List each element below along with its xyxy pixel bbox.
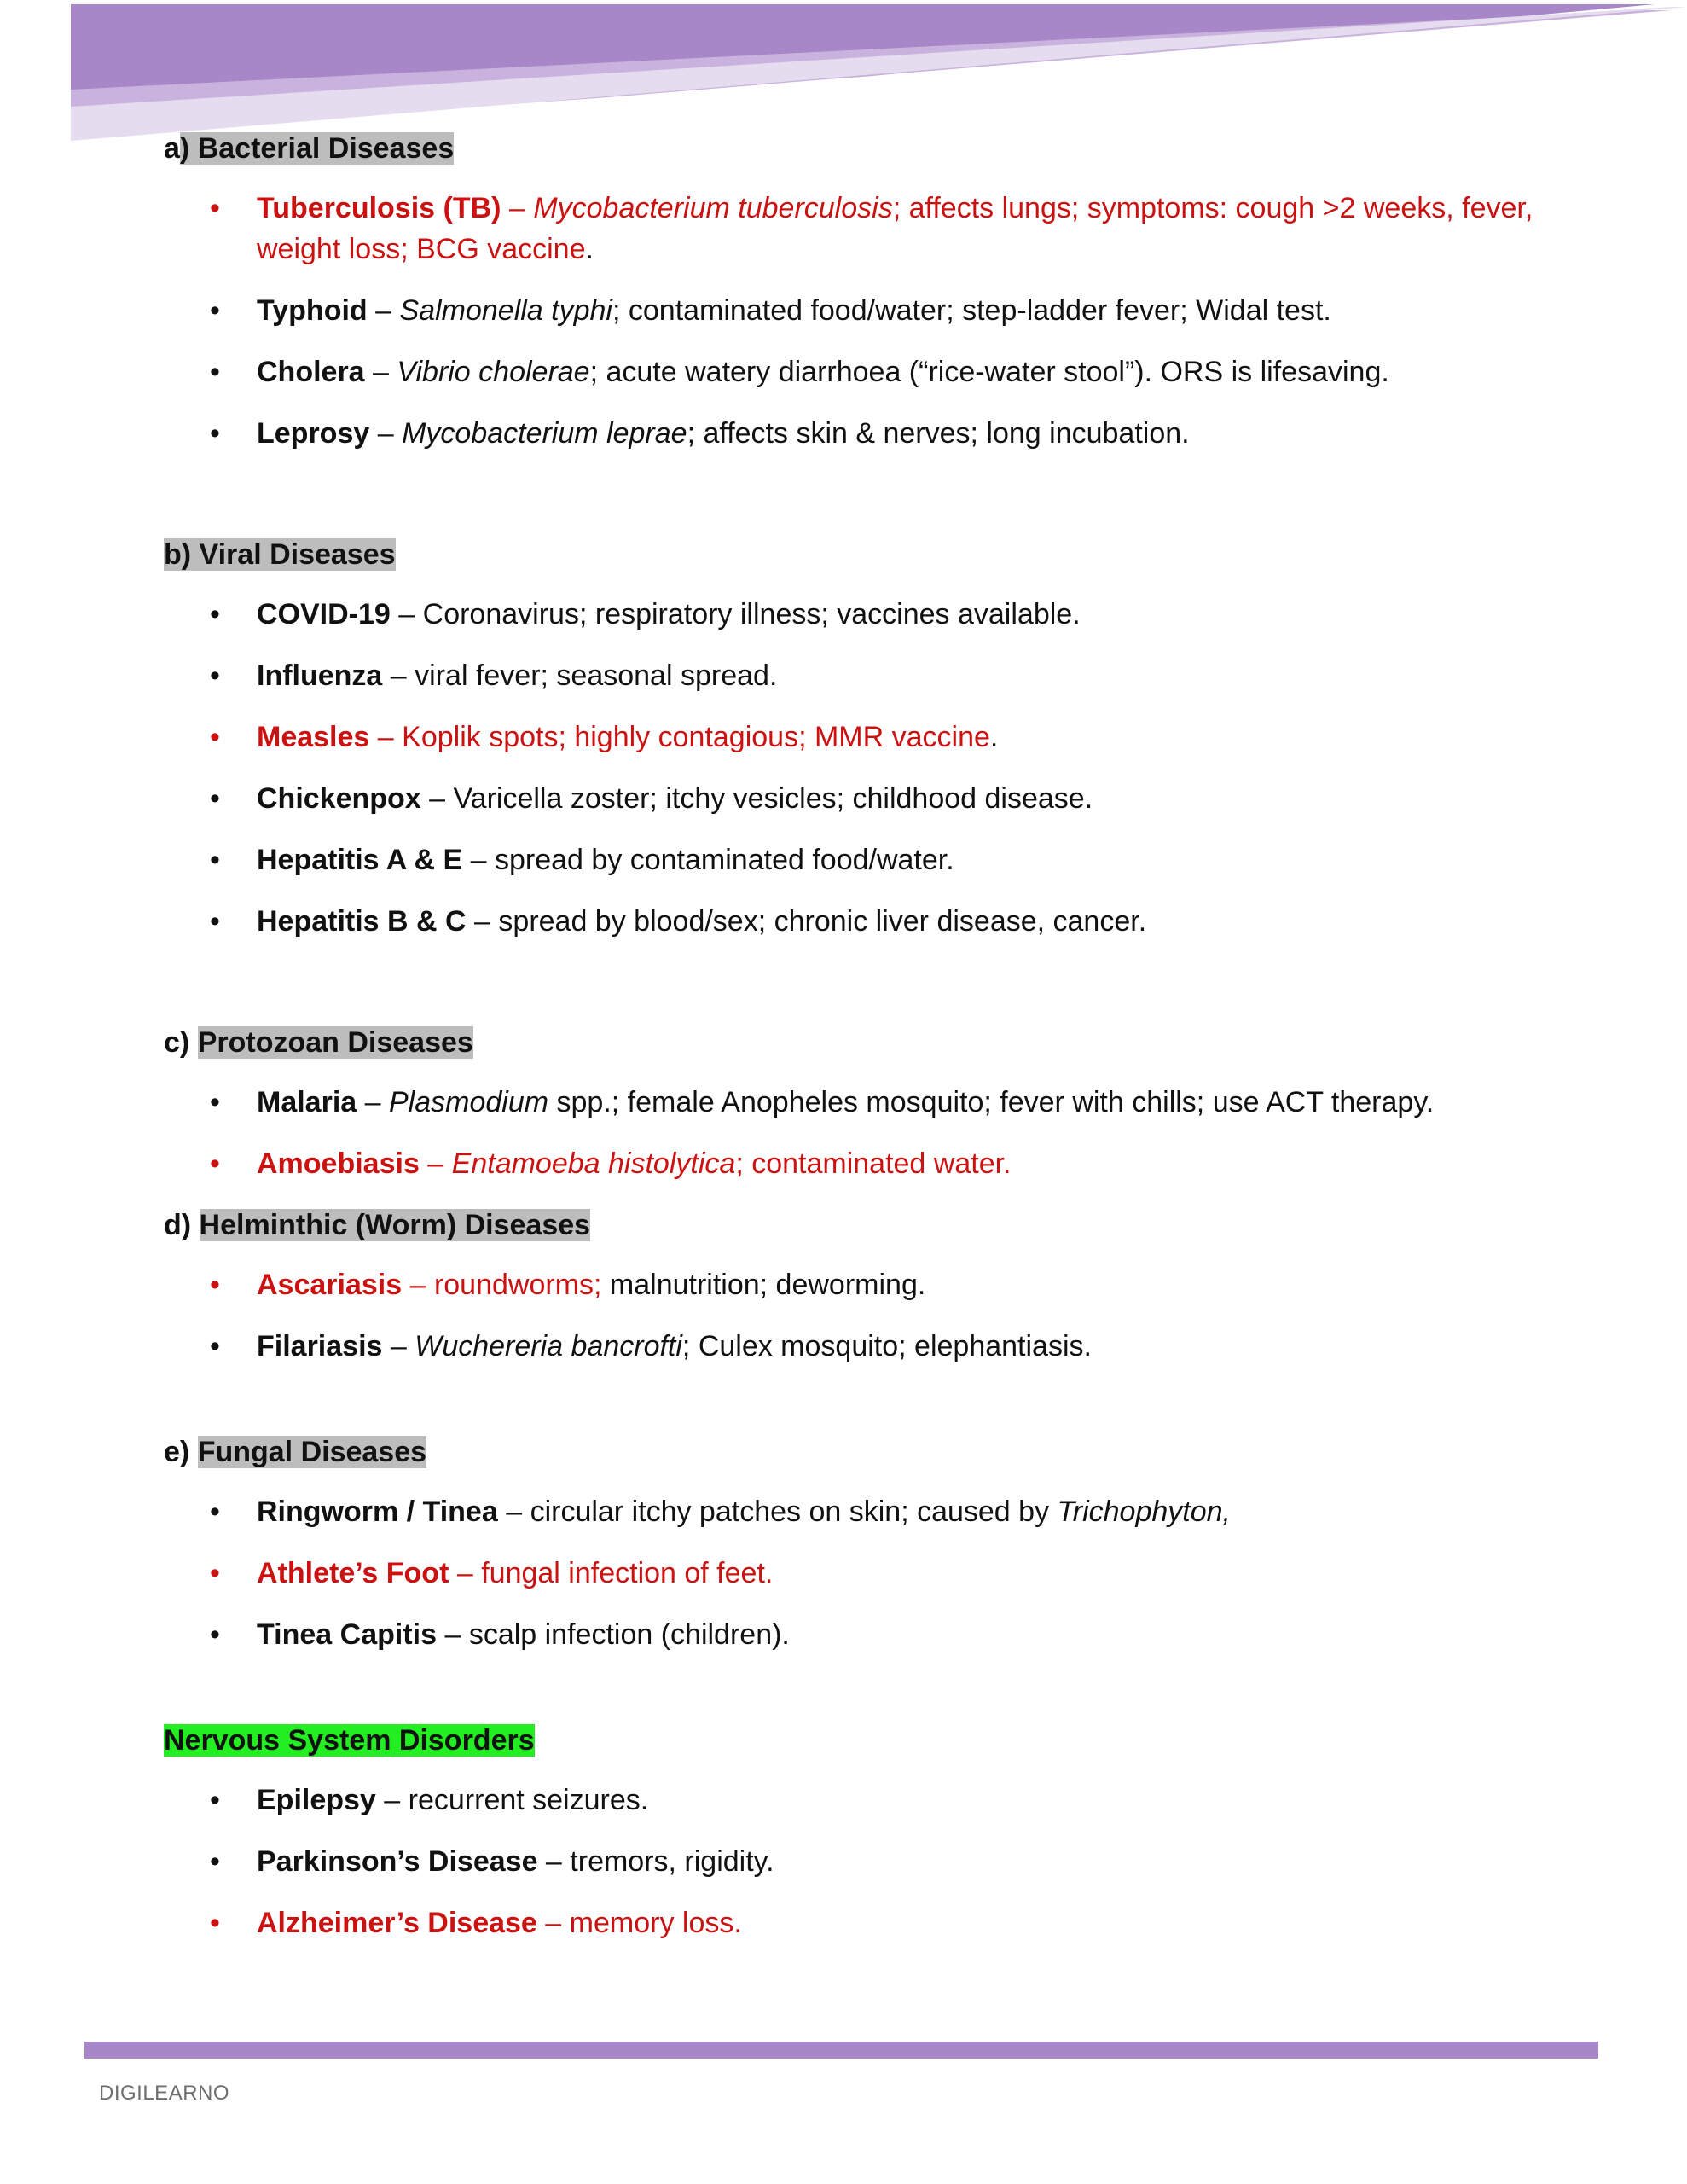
bullet-icon: • xyxy=(210,659,220,692)
disease-term: Chickenpox xyxy=(257,782,421,815)
section-prefix: d) xyxy=(164,1209,200,1241)
list-item xyxy=(164,901,1580,942)
bullet-icon: • xyxy=(210,844,220,876)
disease-description: – xyxy=(437,1618,469,1651)
bullet-icon: • xyxy=(210,1496,220,1528)
disease-description: ; contaminated water. xyxy=(735,1147,1012,1180)
list-item xyxy=(164,1553,1580,1594)
disease-description: scalp infection (children). xyxy=(468,1618,790,1651)
organism-name: Salmonella typhi xyxy=(399,294,612,327)
list-item xyxy=(164,413,1580,454)
disease-description: – xyxy=(501,192,534,224)
disease-term: Athlete’s Foot xyxy=(257,1557,449,1589)
disease-list xyxy=(164,1780,1580,1943)
disease-term: Cholera xyxy=(257,356,365,388)
disease-description: Coronavirus; respiratory illness; vaccines available. xyxy=(422,598,1081,630)
section-spacer xyxy=(164,1387,1580,1432)
bullet-icon: • xyxy=(210,192,220,224)
disease-description: – xyxy=(462,844,495,876)
description-tail: . xyxy=(585,233,594,265)
bullet-icon: • xyxy=(210,1330,220,1362)
disease-description: – xyxy=(375,1784,409,1816)
disease-description: Koplik spots; highly contagious; MMR vaccine xyxy=(402,721,990,753)
disease-description: – xyxy=(357,1086,389,1118)
disease-term: Measles xyxy=(257,721,370,753)
list-item xyxy=(164,351,1580,392)
section-title: Helminthic (Worm) Diseases xyxy=(199,1209,591,1241)
disease-term: Leprosy xyxy=(257,417,370,450)
disease-description: – xyxy=(536,1907,570,1939)
organism-name: Vibrio cholerae xyxy=(397,356,590,388)
disease-list xyxy=(164,1491,1580,1655)
section-title: Nervous System Disorders xyxy=(164,1724,535,1757)
disease-description: – xyxy=(449,1557,482,1589)
list-item xyxy=(164,1264,1580,1305)
disease-description: – xyxy=(382,659,415,692)
list-item xyxy=(164,1491,1580,1532)
list-item xyxy=(164,655,1580,696)
disease-list xyxy=(164,1264,1580,1367)
disease-term: Typhoid xyxy=(257,294,368,327)
disease-term: Influenza xyxy=(257,659,383,692)
section-title: b) Viral Diseases xyxy=(164,538,396,571)
section-prefix: c) xyxy=(164,1026,198,1059)
disease-term: Alzheimer’s Disease xyxy=(257,1907,537,1939)
section-prefix: a xyxy=(164,132,180,165)
disease-term: Ringworm / Tinea xyxy=(257,1496,498,1528)
disease-term: Filariasis xyxy=(257,1330,383,1362)
disease-term: Tinea Capitis xyxy=(257,1618,437,1651)
disease-description: Varicella zoster; itchy vesicles; childhood disease. xyxy=(453,782,1093,815)
disease-term: Hepatitis A & E xyxy=(257,844,463,876)
list-item xyxy=(164,1841,1580,1882)
document-body xyxy=(164,128,1580,1964)
organism-name: Entamoeba histolytica xyxy=(451,1147,736,1180)
disease-description: spp.; female Anopheles mosquito; fever with chills; use ACT therapy. xyxy=(548,1086,1435,1118)
section-spacer xyxy=(164,474,1580,534)
disease-description: recurrent seizures. xyxy=(408,1784,649,1816)
footer-rule xyxy=(84,2042,1598,2059)
bullet-icon: • xyxy=(210,1907,220,1939)
disease-term: Tuberculosis (TB) xyxy=(257,192,501,224)
list-item xyxy=(164,188,1580,270)
list-item xyxy=(164,839,1580,880)
disease-description: viral fever; seasonal spread. xyxy=(415,659,778,692)
disease-term: Parkinson’s Disease xyxy=(257,1845,538,1878)
disease-description: – xyxy=(364,356,397,388)
section-spacer xyxy=(164,1676,1580,1720)
section-heading xyxy=(164,1432,1580,1472)
list-item xyxy=(164,594,1580,635)
disease-term: Hepatitis B & C xyxy=(257,905,467,938)
disease-description: memory loss. xyxy=(569,1907,742,1939)
disease-term: Malaria xyxy=(257,1086,357,1118)
disease-list xyxy=(164,594,1580,942)
list-item xyxy=(164,1326,1580,1367)
list-item xyxy=(164,1902,1580,1943)
section-title: Fungal Diseases xyxy=(197,1436,427,1468)
section-heading xyxy=(164,1205,1580,1246)
disease-list xyxy=(164,1082,1580,1184)
section-heading xyxy=(164,1720,1580,1761)
bullet-icon: • xyxy=(210,1557,220,1589)
bullet-icon: • xyxy=(210,1845,220,1878)
section-title: ) Bacterial Diseases xyxy=(179,132,455,165)
bullet-icon: • xyxy=(210,1147,220,1180)
bullet-icon: • xyxy=(210,1784,220,1816)
organism-name: Wuchereria bancrofti xyxy=(415,1330,682,1362)
bullet-icon: • xyxy=(210,905,220,938)
disease-description: – xyxy=(402,1269,434,1301)
disease-description: – xyxy=(369,721,403,753)
footer-brand: DIGILEARNO xyxy=(99,2082,230,2105)
list-item xyxy=(164,717,1580,758)
section-heading xyxy=(164,128,1580,169)
bullet-icon: • xyxy=(210,417,220,450)
disease-description: – xyxy=(497,1496,530,1528)
section-heading xyxy=(164,534,1580,575)
organism-name: Plasmodium xyxy=(389,1086,549,1118)
list-item xyxy=(164,1614,1580,1655)
disease-description: ; affects lungs; symptoms: cough >2 weeks, fever, weight loss; BCG vaccine xyxy=(257,192,1533,265)
disease-description: ; contaminated food/water; step-ladder fever; Widal test. xyxy=(612,294,1331,327)
disease-term: Ascariasis xyxy=(257,1269,403,1301)
disease-description: ; Culex mosquito; elephantiasis. xyxy=(681,1330,1092,1362)
disease-description: – xyxy=(367,294,400,327)
bullet-icon: • xyxy=(210,782,220,815)
section-heading xyxy=(164,1022,1580,1063)
disease-description: – xyxy=(382,1330,415,1362)
bullet-icon: • xyxy=(210,294,220,327)
bullet-icon: • xyxy=(210,356,220,388)
description-tail: malnutrition; deworming. xyxy=(601,1269,926,1301)
list-item xyxy=(164,778,1580,819)
bullet-icon: • xyxy=(210,598,220,630)
disease-description: ; affects skin & nerves; long incubation. xyxy=(687,417,1190,450)
list-item xyxy=(164,1082,1580,1123)
disease-description: spread by contaminated food/water. xyxy=(495,844,954,876)
disease-description: circular itchy patches on skin; caused by xyxy=(530,1496,1058,1528)
list-item xyxy=(164,1780,1580,1821)
disease-term: Amoebiasis xyxy=(257,1147,420,1180)
disease-description: tremors, rigidity. xyxy=(570,1845,774,1878)
disease-description: ; acute watery diarrhoea (“rice-water stool”). ORS is lifesaving. xyxy=(589,356,1389,388)
disease-description: – xyxy=(466,905,499,938)
disease-description: – xyxy=(390,598,423,630)
bullet-icon: • xyxy=(210,1618,220,1651)
section-spacer xyxy=(164,962,1580,1022)
list-item xyxy=(164,1143,1580,1184)
bullet-icon: • xyxy=(210,1269,220,1301)
description-tail: . xyxy=(989,721,999,753)
bullet-icon: • xyxy=(210,1086,220,1118)
disease-list xyxy=(164,188,1580,454)
bullet-icon: • xyxy=(210,721,220,753)
disease-description: – xyxy=(369,417,403,450)
header-decoration xyxy=(0,0,1687,145)
disease-term: COVID-19 xyxy=(257,598,391,630)
disease-description: roundworms; xyxy=(433,1269,602,1301)
disease-term: Epilepsy xyxy=(257,1784,376,1816)
organism-name: Mycobacterium leprae xyxy=(402,417,687,450)
section-title: Protozoan Diseases xyxy=(197,1026,473,1059)
disease-description: spread by blood/sex; chronic liver disease, cancer. xyxy=(498,905,1147,938)
organism-name: Trichophyton, xyxy=(1057,1496,1231,1528)
disease-description: fungal infection of feet. xyxy=(481,1557,774,1589)
disease-description: – xyxy=(420,782,454,815)
disease-description: – xyxy=(537,1845,571,1878)
list-item xyxy=(164,290,1580,331)
organism-name: Mycobacterium tuberculosis xyxy=(533,192,893,224)
disease-description: – xyxy=(419,1147,452,1180)
section-prefix: e) xyxy=(164,1436,198,1468)
